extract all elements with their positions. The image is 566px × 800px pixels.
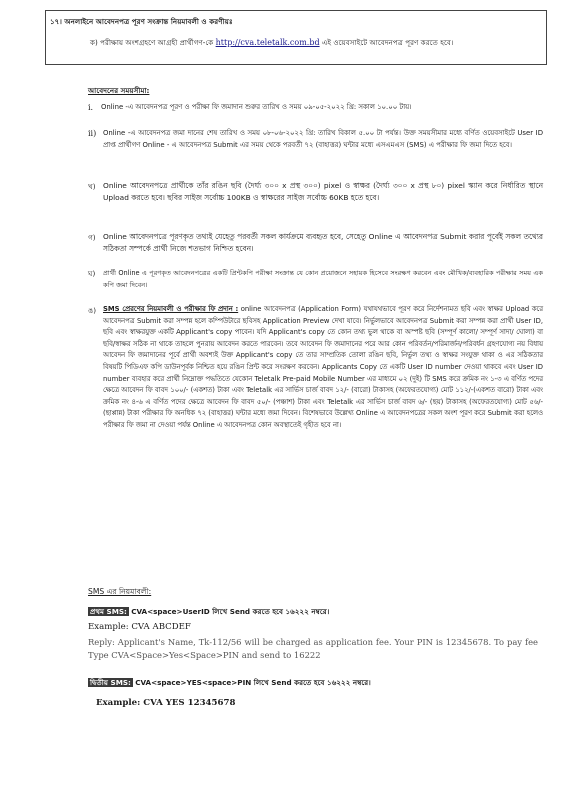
item-ka-suffix: এই ওয়েবসাইটে আবেদনপত্র পূরণ করতে হবে। [321, 38, 454, 47]
item-ka-prefix: ক) পরীক্ষায় অংশগ্রহণে আগ্রহী প্রার্থীগণ-কে [90, 38, 214, 47]
first-sms-line [88, 605, 329, 619]
item-gha-mark: ঘ) [88, 269, 96, 278]
item-uma-text: online আবেদনপত্র (Application Form) যথাযথভাবে পূরণ করে নির্দেশনামত ছবি এবং স্বাক্ষর Upload করে আবেদনপত্র Submit করা সম্পন্ন হলে কম্পিউটারে ছবিসহ Application Preview দেখা যাবে। নির্ভুলভাবে আবেদনপত্র Submit করা সম্পন্ন করা প্রার্থী User ID, ছবি এবং স্বাক্ষরযুক্ত একটি Applicant's copy পাবেন। যদি Applicant's copy তে কোন তথ্য ভুল থাকে বা অস্পষ্ট ছবি (সম্পূর্ণ কালো/ সম্পূর্ণ সাদা/ ঘোলা) বা ছবি/স্বাক্ষর সঠিক না থাকে তাহলে পুনরায় আবেদন করতে পারবেন। তবে আবেদন ফি জমাদানের পরে আর কোন পরিবর্তন/পরিমার্জন/পরিবর্ধন গ্রহণযোগ্য নয় বিধায় আবেদন ফি জমাদানের পূর্বে প্রার্থী অবশ্যই উক্ত Applicant's copy তে তার সাম্প্রতিক তোলা রঙিন ছবি, নির্ভুল তথ্য ও স্বাক্ষর সংযুক্ত থাকা ও এর সঠিকতার বিষয়টি পিডিএফ কপি ডাউনপূর্বক নিশ্চিত হয়ে রঙিন প্রিন্ট করে সংরক্ষণ করবেন। Applicants Copy তে একটি User ID number দেওয়া থাকবে এবং User ID number ব্যবহার করে প্রার্থী নিম্নোক্ত পদ্ধতিতে যেকোন Teletalk Pre-paid Mobile Number এর মাধ্যমে ০২ (দুই) টি SMS করে ক্রমিক নং ১-৩ এ বর্ণিত পদের ক্ষেত্রে আবেদন ফি বাবদ ১০০/- (একশত) টাকা এবং Teletalk এর সার্ভিস চার্জ বাবদ ১২/- (বারো) টাকাসহ (অফেরতযোগ্য) মোট ১১২/-(একশত বারো) টাকা এবং ক্রমিক নং ৪-৬ এ বর্ণিত পদের ক্ষেত্রে আবেদন ফি বাবদ ৫০/- (পঞ্চাশ) টাকা এবং Teletalk এর সার্ভিস চার্জ বাবদ ৬/- (ছয়) টাকাসহ (অফেরতযোগ্য) মোট ৫৬/-(ছাপ্পান্ন) টাকা পরীক্ষার ফি অনধিক ৭২ (বাহাত্তর) ঘন্টার মধ্যে জমা দিবেন। বিশেষভাবে উল্লেখ্য Online এ আবেদনপত্রের সকল অংশ পূরণ করে Submit করা হলেও পরীক্ষার ফি জমা না দেওয়া পর্যন্ত Online এ আবেদনপত্র কোন অবস্থাতেই গৃহীত হবে না। [103, 305, 543, 429]
second-sms-text: CVA<space>YES<space>PIN লিখে Send করতে হবে ১৬২২২ নম্বরে। [135, 678, 371, 687]
item-ga-mark: গ) [88, 233, 96, 242]
sms-fee-rules-heading: SMS প্রেরণের নিয়মাবলী ও পরীক্ষার ফি প্রদান : [103, 305, 239, 313]
timeline-ii-text: Online -এ আবেদনপত্র জমা দানের শেষ তারিখ ও সময় ০৮-০৬-২০২২ খ্রি: তারিখ বিকাল ৫.০০ টা পর্যন্ত। উক্ত সময়সীমার মধ্যে বর্ণিত ওয়েবসাইটে User ID প্রাপ্ত প্রার্থীগণ Online - এ আবেদনপত্র Submit এর সময় থেকে পরবর্তী ৭২ (বাহাত্তর) ঘন্টার মধ্যে এসএমএস (SMS) এ পরীক্ষার ফি জমা দিতে হবে। [103, 129, 543, 149]
teletalk-link[interactable]: http://cva.teletalk.com.bd [215, 38, 320, 47]
second-sms-tag: দ্বিতীয় SMS: [90, 678, 131, 687]
example-2: Example: CVA YES 12345678 [96, 698, 236, 708]
timeline-i-text: Online -এ আবেদনপত্র পূরণ ও পরীক্ষা ফি জমাদান শুরুর তারিখ ও সময় ০৯-০৫-২০২২ খ্রি: সকাল ১০.০০ টায়। [101, 103, 412, 111]
sms-rules-title: SMS এর নিয়মাবলী: [88, 587, 152, 596]
example-1: Example: CVA ABCDEF [88, 622, 191, 632]
item-kha-text: Online আবেদনপত্রে প্রার্থীকে তাঁর রঙিন ছবি (দৈর্ঘ্য ৩০০ x প্রস্থ ৩০০) pixel ও স্বাক্ষর (দৈর্ঘ্য ৩০০ x প্রস্থ ৮০) pixel স্ক্যান করে নির্ধারিত স্থানে Upload করতে হবে। ছবির সাইজ সর্বোচ্চ 100KB ও স্বাক্ষরের সাইজ সর্বোচ্চ 60KB হতে হবে। [103, 181, 543, 202]
first-sms-text: CVA<space>UserID লিখে Send করতে হবে ১৬২২২ নম্বরে। [131, 607, 330, 616]
item-kha-mark: খ) [88, 182, 96, 191]
reply-text: Reply: Applicant's Name, Tk-112/56 will be charged as application fee. Your PIN is 12345678. To pay fee Type CVA<Space>Yes<Space>PIN and send to 16222 [88, 637, 538, 660]
item-ga-text: Online আবেদনপত্রে পূরণকৃত তথ্যই যেহেতু পরবর্তী সকল কার্যক্রমে ব্যবহৃত হবে, সেহেতু Online এ আবেদনপত্র Submit করার পূর্বেই সকল তথ্যের সঠিকতা সম্পর্কে প্রার্থী নিজে শতভাগ নিশ্চিত হবেন। [103, 232, 543, 253]
timeline-ii-mark: ii) [88, 129, 97, 138]
item-ka [90, 38, 453, 49]
timeline-title: আবেদনের সময়সীমা: [88, 86, 150, 95]
section-heading: ১৭। অনলাইনে আবেদনপত্র পূরণ সংক্রান্ত নিয়মাবলী ও করণীয়ঃ [50, 17, 233, 26]
timeline-i-mark: i. [88, 103, 94, 112]
item-gha-text: প্রার্থী Online এ পূরণকৃত আবেদনপত্রের একটি প্রিন্টকপি পরীক্ষা সংক্রান্ত যে কোন প্রয়োজনে সহায়ক হিসেবে সংরক্ষণ করবেন এবং মৌখিক/ব্যবহারিক পরীক্ষার সময় এক কপি জমা দিবেন। [103, 269, 543, 289]
item-uma-block [103, 304, 543, 432]
first-sms-tag: প্রথম SMS: [90, 607, 127, 616]
second-sms-line [88, 676, 371, 690]
item-uma-mark: ঙ) [88, 306, 97, 315]
